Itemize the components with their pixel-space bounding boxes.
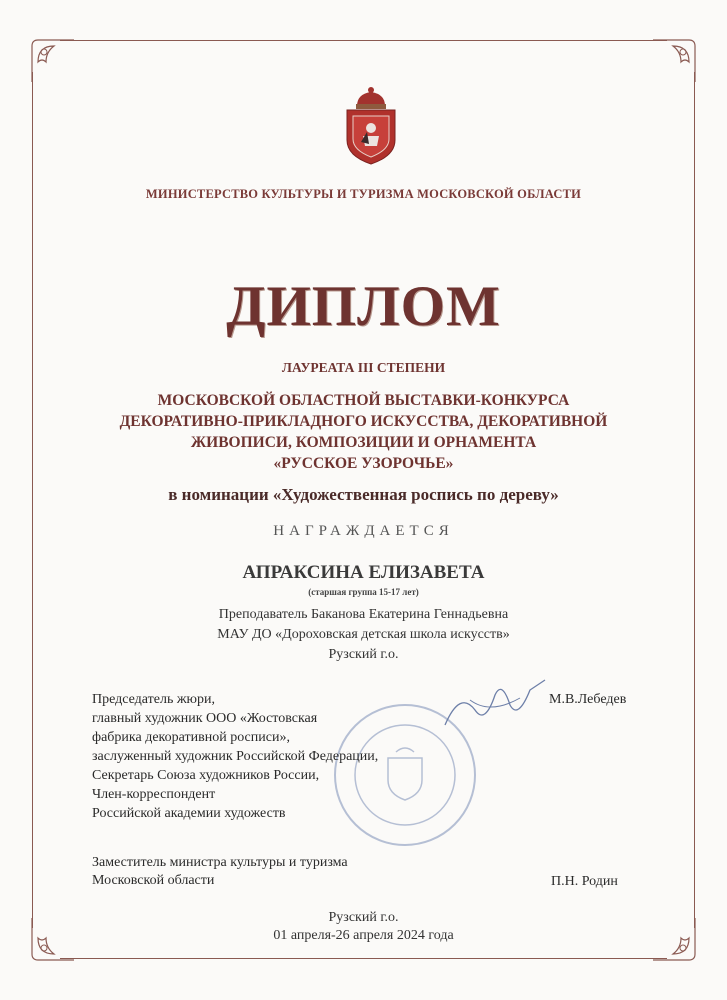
awarded-label: НАГРАЖДАЕТСЯ (273, 523, 454, 539)
footer-dates: 01 апреля-26 апреля 2024 года (273, 928, 454, 943)
laureate-degree: ЛАУРЕАТА III СТЕПЕНИ (281, 360, 446, 375)
deputy-line-2: Московской области (92, 873, 215, 888)
chairman-line-3: фабрика декоративной росписи», (92, 730, 290, 745)
chairman-line-6: Член-корреспондент (92, 787, 216, 802)
footer-place: Рузский г.о. (328, 910, 399, 925)
deputy-line-1: Заместитель министра культуры и туризма (92, 855, 348, 870)
ministry-name: МИНИСТЕРСТВО КУЛЬТУРЫ И ТУРИЗМА МОСКОВСКОЙ ОБЛАСТИ (145, 187, 582, 201)
chairman-line-7: Российской академии художеств (92, 806, 286, 821)
exhibition-line-4: «РУССКОЕ УЗОРОЧЬЕ» (273, 455, 454, 472)
exhibition-line-1: МОСКОВСКОЙ ОБЛАСТНОЙ ВЫСТАВКИ-КОНКУРСА (157, 392, 570, 409)
teacher-line-3: Рузский г.о. (328, 647, 399, 662)
chairman-name: М.В.Лебедев (549, 692, 627, 707)
diploma-title: ДИПЛОМ (226, 275, 501, 338)
recipient-name: АПРАКСИНА ЕЛИЗАВЕТА (242, 562, 485, 583)
corner-ornament-top-left-icon (24, 32, 76, 84)
recipient-age-group: (старшая группа 15-17 лет) (308, 587, 419, 597)
teacher-line-1: Преподаватель Баканова Екатерина Геннадьевна (218, 607, 509, 622)
exhibition-line-2: ДЕКОРАТИВНО-ПРИКЛАДНОГО ИСКУССТВА, ДЕКОРАТИВНОЙ (119, 413, 608, 430)
chairman-line-2: главный художник ООО «Жостовская (92, 711, 318, 726)
corner-ornament-top-right-icon (651, 32, 703, 84)
teacher-line-2: МАУ ДО «Дороховская детская школа искусств» (217, 627, 510, 642)
coat-of-arms-icon (343, 84, 399, 166)
frame-bottom-line (60, 958, 667, 959)
chairman-line-4: заслуженный художник Российской Федерации, (92, 749, 379, 764)
nomination: в номинации «Художественная роспись по дереву» (168, 485, 559, 504)
frame-top-line (60, 40, 667, 41)
chairman-line-1: Председатель жюри, (92, 692, 215, 707)
deputy-name: П.Н. Родин (551, 874, 618, 889)
chairman-line-5: Секретарь Союза художников России, (92, 768, 320, 783)
exhibition-line-3: ЖИВОПИСИ, КОМПОЗИЦИИ И ОРНАМЕНТА (190, 434, 537, 451)
signature-lebedev-icon (440, 670, 550, 740)
